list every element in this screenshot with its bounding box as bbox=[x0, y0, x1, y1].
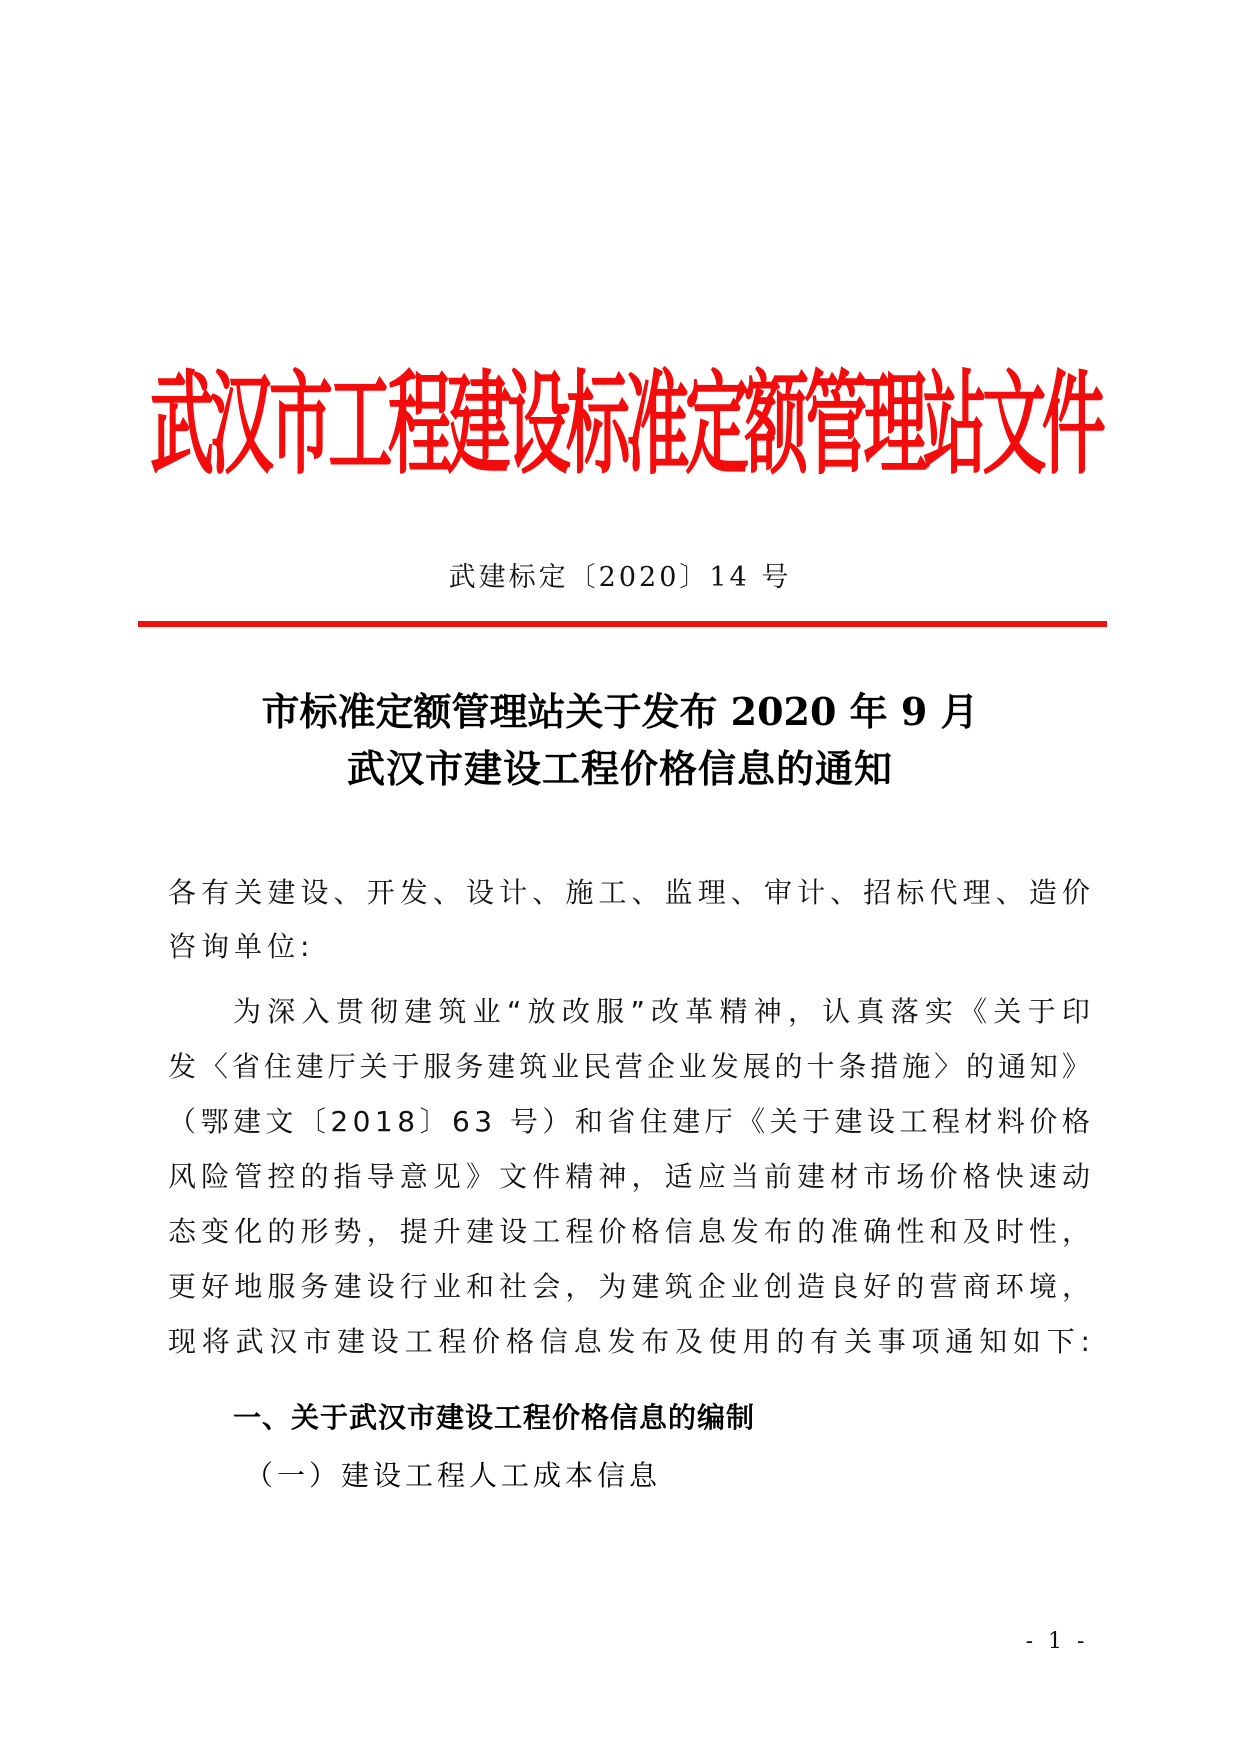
red-divider-rule bbox=[138, 621, 1107, 627]
paragraph-line-7: 现 将 武 汉 市 建 设 工 程 价 格 信 息 发 布 及 使 用 的 有 关 事 项 通 知 如 下 : bbox=[168, 1325, 1090, 1358]
paragraph-line-2: 发 〈 省 住 建 厅 关 于 服 务 建 筑 业 民 营 企 业 发 展 的 十 条 措 施 〉 的 通 知 》 bbox=[168, 1050, 1090, 1083]
notice-title-line-1: 市标准定额管理站关于发布 2020 年 9 月 bbox=[261, 689, 979, 734]
paragraph-line-1: 为 深 入 贯 彻 建 筑 业 “ 放 改 服 ” 改 革 精 神 ， 认 真 落 实 《 关 于 印 bbox=[233, 995, 1090, 1028]
paragraph-line-6: 更 好 地 服 务 建 设 行 业 和 社 会 ， 为 建 筑 企 业 创 造 良 好 的 营 商 环 境 ， bbox=[168, 1270, 1090, 1303]
page-number: - 1 - bbox=[1025, 1629, 1089, 1654]
paragraph-line-5: 态 变 化 的 形 势 ， 提 升 建 设 工 程 价 格 信 息 发 布 的 准 确 性 和 及 时 性 ， bbox=[168, 1215, 1090, 1248]
paragraph-line-3: （ 鄂 建 文 〔 2 0 1 8 〕 6 3 号 ） 和 省 住 建 厅 《 关 于 建 设 工 程 材 料 价 格 bbox=[168, 1105, 1090, 1138]
notice-title-line-2: 武汉市建设工程价格信息的通知 bbox=[346, 746, 893, 791]
section-heading-1: 一、关于武汉市建设工程价格信息的编制 bbox=[233, 1401, 756, 1434]
salutation-line-1: 各 有 关 建 设 、 开 发 、 设 计 、 施 工 、 监 理 、 审 计 、 招 标 代 理 、 造 价 bbox=[168, 876, 1090, 909]
salutation-line-2: 咨询单位: bbox=[168, 930, 315, 963]
subsection-heading-1: （一）建设工程人工成本信息 bbox=[245, 1459, 662, 1492]
paragraph-line-4: 风 险 管 控 的 指 导 意 见 》 文 件 精 神 ， 适 应 当 前 建 材 市 场 价 格 快 速 动 bbox=[168, 1160, 1090, 1193]
issuer-red-header: 武 汉 市 工 程 建 设 标 准 定 额 管 理 站 文 件 bbox=[150, 359, 1106, 491]
document-number: 武建标定〔2020〕14 号 bbox=[448, 562, 792, 593]
